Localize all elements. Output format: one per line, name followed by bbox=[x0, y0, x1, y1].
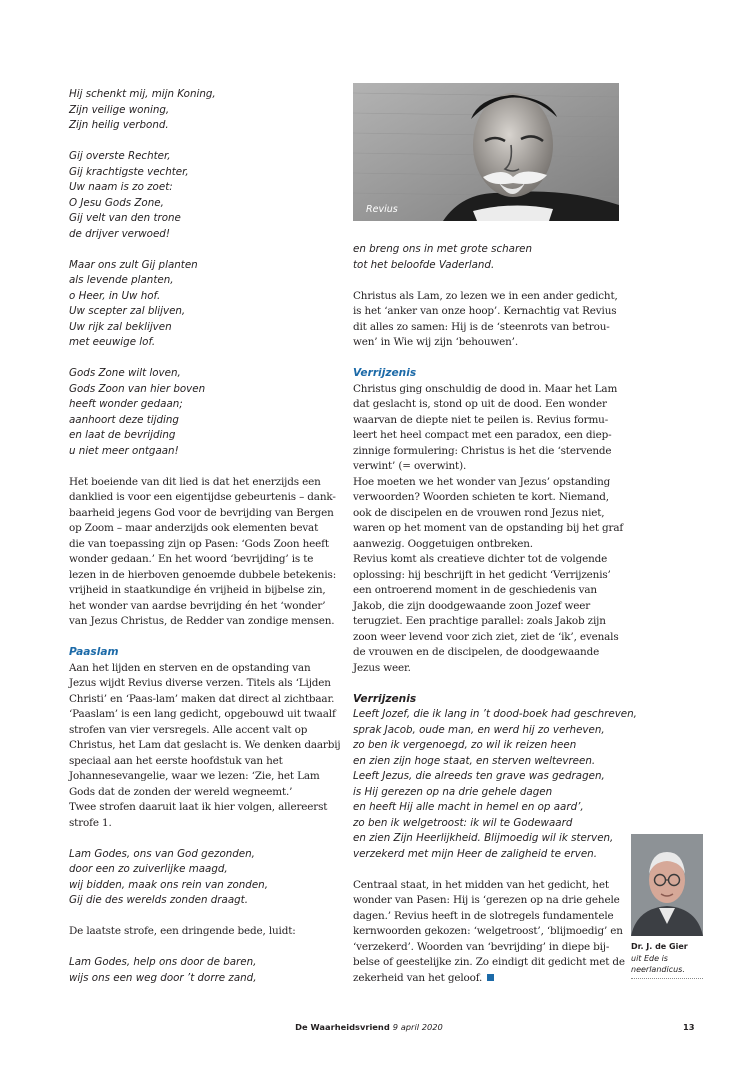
text-line: de vrouwen en de discipelen, de doodgewaande bbox=[353, 646, 600, 658]
text-line: door een zo zuiverlijke maagd, bbox=[69, 863, 228, 875]
portrait-engraving bbox=[353, 83, 619, 221]
author-box bbox=[631, 834, 703, 979]
text-line: het wonder van aardse bevrijding én het ‘wonder’ bbox=[69, 599, 326, 612]
text-line: Jezus wijdt Revius diverse verzen. Titels als ‘Lijden bbox=[69, 677, 331, 689]
text-line: en heeft Hij alle macht in hemel en op aard’, bbox=[353, 801, 584, 813]
text-line: verzekerd met mijn Heer de zaligheid te erven. bbox=[353, 847, 597, 860]
text-line: Hoe moeten we het wonder van Jezus’ opstanding bbox=[353, 475, 611, 488]
text-line: Gods Zone wilt loven, bbox=[69, 367, 181, 379]
text-line: Het boeiende van dit lied is dat het enerzijds een bbox=[69, 475, 321, 488]
text-line: is het ‘anker van onze hoop’. Kernachtig vat Revius bbox=[353, 305, 617, 317]
text-line: waarvan de diepte niet te peilen is. Revius formu- bbox=[353, 413, 609, 426]
text-line: ook de discipelen en de vrouwen rond Jezus niet, bbox=[353, 506, 605, 519]
text-line: en zien zijn hoge staat, en sterven weltevreen. bbox=[353, 754, 596, 767]
author-name: Dr. J. de Gier bbox=[631, 942, 688, 951]
paragraph-paaslam bbox=[69, 661, 341, 832]
paragraph-opstanding bbox=[353, 475, 624, 553]
text-line: Gij velt van den trone bbox=[69, 212, 181, 224]
text-line: Gij die des werelds zonden draagt. bbox=[69, 894, 248, 906]
text-line: leert het heel compact met een paradox, een diep- bbox=[353, 429, 612, 441]
paragraph-centraal bbox=[353, 878, 625, 987]
text-line: Leeft Jezus, die alreeds ten grave was gedragen, bbox=[353, 770, 605, 782]
text-line: dat geslacht is, stond op uit de dood. Een wonder bbox=[353, 398, 607, 410]
text-line: Uw scepter zal blijven, bbox=[69, 305, 186, 317]
text-line: de drijver verwoed! bbox=[69, 227, 170, 240]
footer-date: 9 april 2020 bbox=[392, 1022, 443, 1032]
text-line: Johannesevangelie, waar we lezen: ‘Zie, het Lam bbox=[69, 770, 320, 782]
text-line: waren op het moment van de opstanding bij het graf bbox=[353, 522, 624, 534]
poem-stanza-5 bbox=[69, 847, 341, 909]
text-line: van Jezus Christus, de Redder van zondige mensen. bbox=[69, 615, 335, 627]
text-line: ‘verzekerd’. Woorden van ‘bevrijding’ in diepe bij- bbox=[353, 940, 610, 953]
text-line: Christus, het Lam dat geslacht is. We denken daarbij bbox=[69, 739, 341, 751]
paragraph-paradox bbox=[353, 382, 619, 475]
poem-stanza-6 bbox=[69, 955, 341, 986]
text-line: O Jesu Gods Zone, bbox=[69, 196, 164, 209]
text-line: belse of geestelijke zin. Zo eindigt dit gedicht met de bbox=[353, 956, 625, 968]
paragraph-jakob bbox=[353, 552, 619, 676]
text-line: lezen in de hierboven genoemde dubbele betekenis: bbox=[69, 568, 337, 581]
text-line: Gij krachtigste vechter, bbox=[69, 165, 189, 178]
text-line: die van toepassing zijn op Pasen: ‘Gods Zoon heeft bbox=[69, 537, 329, 550]
poem-stanza-2 bbox=[69, 149, 341, 242]
text-line: Lam Godes, ons van God gezonden, bbox=[69, 847, 255, 860]
right-column bbox=[353, 83, 637, 986]
text-line: Lam Godes, help ons door de baren, bbox=[69, 956, 257, 968]
text-line: terugziet. Een prachtige parallel: zoals Jakob zijn bbox=[353, 615, 606, 627]
author-divider bbox=[631, 978, 703, 979]
page-number: 13 bbox=[683, 1022, 695, 1032]
text-line: aanwezig. Ooggetuigen ontbreken. bbox=[353, 537, 533, 550]
text-line: zinnige formulering: Christus is het die ‘stervende bbox=[353, 444, 612, 457]
text-line: en laat de bevrijding bbox=[69, 429, 176, 441]
poem-stanza-3 bbox=[69, 258, 341, 351]
text-line: Jakob, die zijn doodgewaande zoon Jozef weer bbox=[353, 599, 591, 612]
portrait-revius bbox=[353, 83, 619, 221]
text-line: en breng ons in met grote scharen bbox=[353, 243, 533, 255]
text-line: verwoorden? Woorden schieten te kort. Niemand, bbox=[353, 491, 609, 503]
text-line: en zien Zijn Heerlijkheid. Blijmoedig wil ik sterven, bbox=[353, 832, 614, 844]
author-bio-line-1: uit Ede is bbox=[631, 953, 668, 963]
text-line: Uw rijk zal beklijven bbox=[69, 320, 172, 333]
poem-title-verrijzenis: Verrijzenis bbox=[353, 692, 417, 705]
text-line: strofen van vier versregels. Alle accent valt op bbox=[69, 723, 308, 736]
poem-stanza-6-continued bbox=[353, 242, 619, 273]
heading-paaslam: Paaslam bbox=[69, 646, 119, 658]
text-line: verwint’ (= overwint). bbox=[353, 460, 467, 472]
text-line: Gods Zoon van hier boven bbox=[69, 382, 206, 395]
text-line: dit alles zo samen: Hij is de ‘steenrots van betrou- bbox=[353, 320, 610, 333]
text-line: Centraal staat, in het midden van het gedicht, het bbox=[353, 878, 609, 891]
text-line: wonder van Pasen: Hij is ‘gerezen op na drie gehele bbox=[353, 894, 620, 906]
footer-magazine-name: De Waarheidsvriend bbox=[295, 1022, 390, 1032]
text-line: Hij schenkt mij, mijn Koning, bbox=[69, 88, 216, 100]
text-line: oplossing: hij beschrijft in het gedicht ‘Verrijzenis’ bbox=[353, 568, 611, 581]
text-line: Leeft Jozef, die ik lang in ’t dood-boek had geschreven, bbox=[353, 708, 637, 720]
text-line: sprak Jacob, oude man, en werd hij zo verheven, bbox=[353, 723, 605, 736]
text-line: is Hij gerezen op na drie gehele dagen bbox=[353, 785, 553, 798]
heading-verrijzenis: Verrijzenis bbox=[353, 367, 417, 379]
end-of-article-mark bbox=[487, 974, 494, 981]
text-line: kernwoorden gekozen: ‘welgetroost’, ‘blijmoedig’ en bbox=[353, 925, 623, 937]
text-line: Uw naam is zo zoet: bbox=[69, 181, 173, 193]
text-line: Christus als Lam, zo lezen we in een ander gedicht, bbox=[353, 289, 618, 302]
portrait-caption: Revius bbox=[366, 204, 398, 215]
author-bio-line-2: neerlandicus. bbox=[631, 965, 685, 974]
text-line: Aan het lijden en sterven en de opstanding van bbox=[69, 661, 311, 674]
text-line: Zijn heilig verbond. bbox=[69, 119, 169, 131]
paragraph-anker bbox=[353, 289, 619, 351]
text-line: wonder gedaan.’ En het woord ‘bevrijding’ is te bbox=[69, 553, 314, 565]
text-line: Jezus weer. bbox=[353, 661, 411, 674]
text-line: Gods dat de zonden der wereld wegneemt.’ bbox=[69, 785, 293, 798]
text-line: Christi’ en ‘Paas-lam’ maken dat direct al zichtbaar. bbox=[69, 692, 335, 705]
text-line: als levende planten, bbox=[69, 274, 174, 286]
text-line: heeft wonder gedaan; bbox=[69, 398, 183, 410]
text-line: Gij overste Rechter, bbox=[69, 150, 171, 162]
text-line: baarheid jegens God voor de bevrijding van Bergen bbox=[69, 506, 334, 519]
text-line: speciaal aan het eerste hoofdstuk van het bbox=[69, 754, 283, 767]
text-line: zoon weer levend voor zich ziet, ziet de ‘ik’, evenals bbox=[353, 630, 619, 643]
author-photo bbox=[631, 834, 703, 936]
text-line: ‘Paaslam’ is een lang gedicht, opgebouwd uit twaalf bbox=[69, 708, 336, 720]
text-line: vrijheid in staatkundige én vrijheid in bijbelse zin, bbox=[69, 584, 326, 596]
text-line: strofe 1. bbox=[69, 816, 112, 829]
left-column bbox=[69, 87, 341, 986]
paragraph-laatste-strofe bbox=[69, 924, 341, 940]
text-line: wijs ons een weg door ’t dorre zand, bbox=[69, 971, 257, 984]
text-line: dagen.’ Revius heeft in de slotregels fundamentele bbox=[353, 909, 614, 922]
text-line: wen’ in Wie wij zijn ‘behouwen’. bbox=[353, 336, 518, 348]
text-line: Christus ging onschuldig de dood in. Maar het Lam bbox=[353, 382, 618, 395]
text-line: tot het beloofde Vaderland. bbox=[353, 258, 495, 271]
text-line: u niet meer ontgaan! bbox=[69, 444, 179, 457]
text-line: Twee strofen daaruit laat ik hier volgen, allereerst bbox=[69, 801, 328, 813]
text-line: op Zoom – maar anderzijds ook elementen bevat bbox=[69, 522, 319, 534]
text-line: Maar ons zult Gij planten bbox=[69, 258, 198, 271]
text-line: Zijn veilige woning, bbox=[69, 103, 170, 116]
poem-verrijzenis bbox=[353, 707, 637, 862]
text-line: zo ben ik welgetroost: ik wil te Godewaard bbox=[353, 816, 573, 829]
paragraph-bevrijding bbox=[69, 475, 341, 630]
text-line: met eeuwige lof. bbox=[69, 336, 156, 348]
text-line: De laatste strofe, een dringende bede, luidt: bbox=[69, 925, 296, 937]
text-line: zo ben ik vergenoegd, zo wil ik reizen heen bbox=[353, 739, 577, 751]
text-line: wij bidden, maak ons rein van zonden, bbox=[69, 878, 268, 891]
text-line: aanhoort deze tijding bbox=[69, 413, 179, 426]
text-line: o Heer, in Uw hof. bbox=[69, 289, 161, 302]
text-line: danklied is voor een eigentijdse gebeurtenis – dank- bbox=[69, 491, 336, 503]
poem-stanza-1 bbox=[69, 87, 341, 134]
poem-stanza-4 bbox=[69, 366, 341, 459]
text-line: Revius komt als creatieve dichter tot de volgende bbox=[353, 553, 608, 565]
author-portrait bbox=[631, 834, 703, 936]
text-line: zekerheid van het geloof. bbox=[353, 971, 619, 987]
text-line: een ontroerend moment in de geschiedenis van bbox=[353, 584, 597, 596]
